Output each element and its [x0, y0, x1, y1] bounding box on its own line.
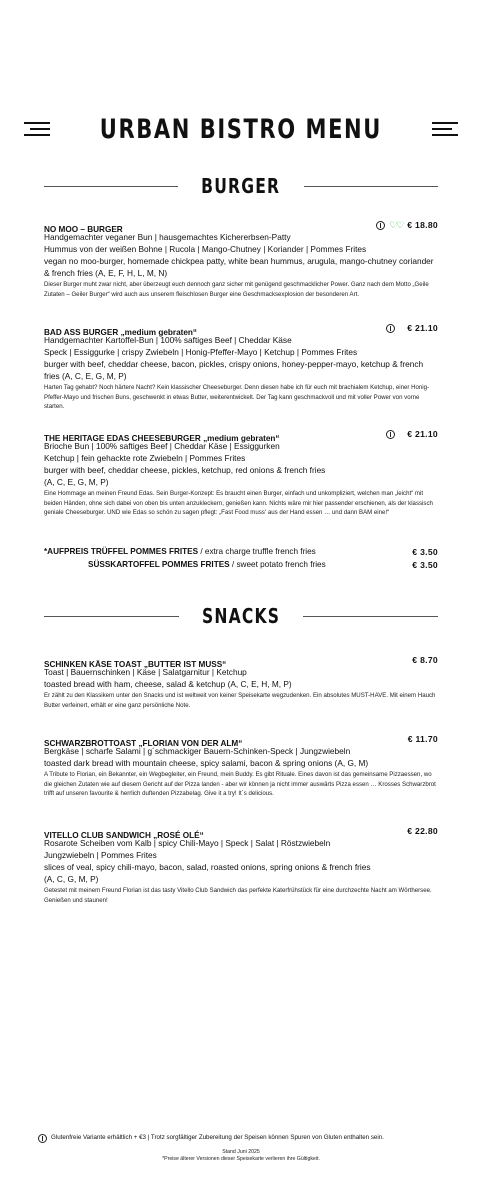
- menu-title: URBAN BISTRO MENU: [99, 113, 383, 145]
- menu-title-row: [0, 112, 482, 146]
- item-line: Ketchup | fein gehackte rote Zwiebeln | Pommes Frites: [44, 453, 246, 463]
- item-line: Handgemachter Kartoffel-Bun | 100% saftiges Beef | Cheddar Käse: [44, 335, 292, 345]
- extra-name: SÜSSKARTOFFEL POMMES FRITES: [88, 559, 230, 569]
- extra-translation: / extra charge truffle french fries: [198, 547, 316, 556]
- menu-item-vitello-club-sandwich: [44, 825, 438, 905]
- section-header-burger: [44, 174, 438, 198]
- item-line: Rosarote Scheiben vom Kalb | spicy Chili-Mayo | Speck | Salat | Röstzwiebeln: [44, 838, 331, 848]
- item-line: (A, C, E, G, M, P): [44, 477, 109, 487]
- item-line: toasted dark bread with mountain cheese, spicy salami, bacon & spring onions (A, G, M): [44, 758, 369, 768]
- extra-translation: / sweet potato french fries: [229, 559, 326, 569]
- item-line: burger with beef, cheddar cheese, bacon, pickles, crispy onions, honey-pepper-mayo, ketchup & french fries (A, C, E, G, M, P): [44, 359, 424, 381]
- title-lines-left-icon: [24, 120, 50, 138]
- item-line: Jungzwiebeln | Pommes Frites: [44, 850, 157, 860]
- item-price: € 21.10: [407, 429, 438, 439]
- section-rule: [303, 616, 438, 617]
- footer-date: Stand Juni 2025: [222, 1149, 260, 1155]
- gluten-free-icon: [38, 1134, 47, 1143]
- item-line: burger with beef, cheddar cheese, pickles, ketchup, red onions & french fries: [44, 465, 326, 475]
- menu-item-heritage-cheeseburger: [44, 428, 438, 518]
- extra-name: *AUFPREIS TRÜFFEL POMMES FRITES: [44, 547, 199, 556]
- item-line: Toast | Bauernschinken | Käse | Salatgarnitur | Ketchup: [44, 667, 247, 677]
- item-line: Handgemachter veganer Bun | hausgemachtes Kichererbsen-Patty: [44, 232, 291, 242]
- gluten-free-icon: [376, 221, 385, 230]
- item-line: Speck | Essiggurke | crispy Zwiebeln | Honig-Pfeffer-Mayo | Ketchup | Pommes Frites: [44, 347, 358, 357]
- item-description: A Tribute to Florian, ein Bekannter, ein Wegbegleiter, ein Freund, mein Buddy. Es gibt Rituale. Eines davon ist das gemeinsame Pizzaessen, wo die gleichen Zutaten wie auf diesem Gericht auf der Pizza landen - aber wir können ja nicht immer auswärts Pizza essen … Krosses Schwarzbrot trifft auf unseren favourite & herrlich duftenden Pizzabelag. Give it a try! It´s delicious.: [44, 771, 436, 798]
- item-description: Eine Hommage an meinen Freund Edas. Sein Burger-Konzept: Es braucht einen Burger, einfach und unkompliziert, welchen man „leicht“ mit beiden Händen, ohne sich dabei von oben bis unten anzukleckern, genießen kann. Nichts wäre mir hier passender erschienen, als der klassisch geniale Cheeseburger. UND wie Edas so schön zu sagen pflegt: „Fast Food muss‘ aus der Hand essen … und dann BAM eine!“: [44, 490, 433, 517]
- menu-item-schinken-kaese-toast: [44, 654, 438, 710]
- item-description: Getestet mit meinem Freund Florian ist das tasty Vitello Club Sandwich das perfekte Katerfrühstück für eine durchzechte Nacht am Wörthersee. Genießen und staunen!: [44, 887, 432, 904]
- gluten-free-icon: [386, 430, 395, 439]
- menu-item-bad-ass-burger: [44, 322, 438, 412]
- extra-price: € 3.50: [412, 559, 438, 570]
- item-line: vegan no moo-burger, homemade chickpea patty, white bean hummus, arugula, mango-chutney coriander & french fries (A, E, F, H, L, M, N): [44, 256, 434, 278]
- extra-price: € 3.50: [412, 547, 438, 557]
- item-description: Dieser Burger muht zwar nicht, aber überzeugt euch dennoch ganz sicher mit genügend geschmacklicher Power. Ganz nach dem Motto „Geile Zutaten – Geiler Burger“ wird auch aus unserem fleischlosen Burger eine Geschmacksexplosion der besonderen Art.: [44, 281, 429, 298]
- item-price: € 22.80: [407, 826, 438, 836]
- item-price: € 21.10: [407, 323, 438, 333]
- item-name: SCHWARZBROTTOAST „FLORIAN VON DER ALM“: [44, 739, 243, 748]
- footer-meta: [0, 1149, 482, 1163]
- footer-gluten-note: [38, 1132, 458, 1144]
- item-line: Hummus von der weißen Bohne | Rucola | Mango-Chutney | Koriander | Pommes Frites: [44, 244, 367, 254]
- item-name: SCHINKEN KÄSE TOAST „BUTTER IST MUSS“: [44, 660, 227, 669]
- section-header-snacks: [44, 604, 438, 628]
- extra-item-sweet-potato-fries: [44, 559, 438, 572]
- item-description: Harten Tag gehabt? Noch härtere Nacht? Kein klassischer Cheeseburger. Denn diesen habe ich für euch mit brachialem Ketchup, einer Honig-Pfeffer-Mayo und frischen Buns, geschwenkt in etwas Butter, weiterentwickelt. Der Tag kann geschmackvoll und mit voller Power von vorne starten.: [44, 384, 430, 411]
- vegan-hearts-icon: ♡♡: [389, 220, 404, 230]
- item-price: € 11.70: [407, 734, 438, 744]
- section-rule: [304, 186, 438, 187]
- section-title-snacks: SNACKS: [201, 604, 281, 628]
- item-name: BAD ASS BURGER „medium gebraten“: [44, 328, 198, 337]
- section-title-burger: BURGER: [201, 174, 281, 198]
- title-lines-right-icon: [432, 120, 458, 138]
- extras-list: [44, 546, 438, 571]
- item-name: THE HERITAGE EDAS CHEESEBURGER „medium gebraten“: [44, 434, 280, 443]
- item-line: slices of veal, spicy chili-mayo, bacon, salad, roasted onions, spring onions & french fries: [44, 862, 371, 872]
- footer-validity: *Preise älterer Versionen dieser Speisekarte verlieren ihre Gültigkeit.: [162, 1156, 320, 1162]
- footer-note-text: Glutenfreie Variante erhältlich + €3 | Trotz sorgfältiger Zubereitung der Speisen können Spuren von Gluten enthalten sein.: [51, 1134, 384, 1141]
- item-line: (A, C, G, M, P): [44, 874, 99, 884]
- menu-item-schwarzbrottoast: [44, 733, 438, 799]
- item-description: Er zählt zu den Klassikern unter den Snacks und ist weltweit von keiner Speisekarte wegzudenken. Ein absolutes MUST-HAVE. Mit einem Hauch Butter verfeinert, erhält er eine ganz persönliche Note.: [44, 692, 436, 709]
- section-rule: [44, 186, 178, 187]
- item-name: NO MOO – BURGER: [44, 225, 123, 234]
- extra-item-truffle-fries: [44, 546, 438, 559]
- item-line: Brioche Bun | 100% saftiges Beef | Cheddar Käse | Essiggurken: [44, 441, 280, 451]
- item-price: € 18.80: [407, 220, 438, 230]
- item-line: toasted bread with ham, cheese, salad & ketchup (A, C, E, H, M, P): [44, 679, 292, 689]
- item-price: € 8.70: [412, 655, 438, 665]
- item-line: Bergkäse | scharfe Salami | g´schmackiger Bauern-Schinken-Speck | Jungzwiebeln: [44, 746, 351, 756]
- gluten-free-icon: [386, 324, 395, 333]
- menu-item-no-moo-burger: [44, 219, 438, 299]
- section-rule: [44, 616, 179, 617]
- item-name: VITELLO CLUB SANDWICH „ROSÉ OLÉ“: [44, 831, 204, 840]
